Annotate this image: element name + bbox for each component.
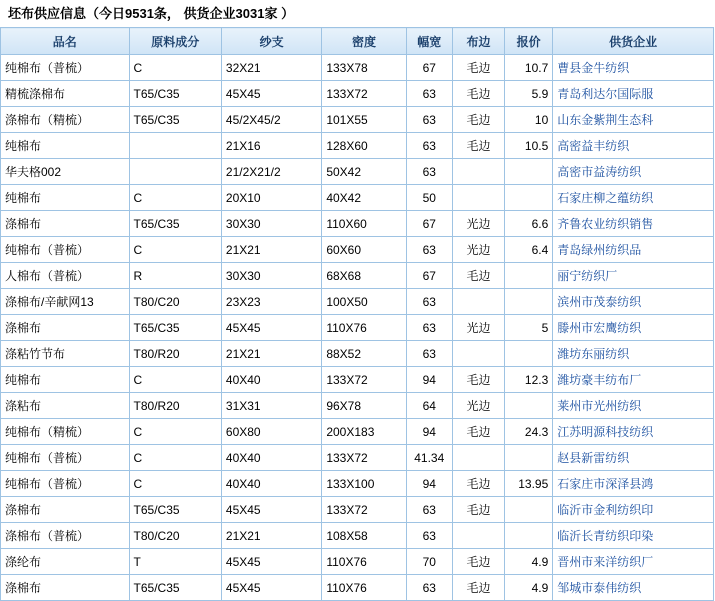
cell-width: 41.34 — [406, 445, 452, 471]
cell-width: 63 — [406, 497, 452, 523]
table-row[interactable] — [1, 107, 714, 133]
cell-edge: 光边 — [452, 393, 504, 419]
cell-price: 12.3 — [505, 367, 553, 393]
cell-material: T65/C35 — [129, 315, 221, 341]
cell-material — [129, 159, 221, 185]
cell-yarn: 45X45 — [221, 549, 321, 575]
cell-width: 63 — [406, 523, 452, 549]
cell-density: 133X72 — [322, 367, 406, 393]
cell-edge: 毛边 — [452, 471, 504, 497]
cell-name: 纯棉布（普梳） — [1, 237, 130, 263]
cell-supplier[interactable]: 赵县新雷纺织 — [553, 445, 714, 471]
table-row[interactable] — [1, 237, 714, 263]
table-body — [1, 55, 714, 601]
table-row[interactable] — [1, 159, 714, 185]
cell-price — [505, 185, 553, 211]
cell-name: 涤粘竹节布 — [1, 341, 130, 367]
cell-supplier[interactable]: 丽宁纺织厂 — [553, 263, 714, 289]
column-header-price[interactable]: 报价 — [505, 28, 553, 55]
cell-price: 4.9 — [505, 549, 553, 575]
table-row[interactable] — [1, 133, 714, 159]
cell-name: 纯棉布 — [1, 185, 130, 211]
table-row[interactable] — [1, 523, 714, 549]
cell-name: 纯棉布（精梳） — [1, 419, 130, 445]
cell-price: 24.3 — [505, 419, 553, 445]
cell-yarn: 45X45 — [221, 497, 321, 523]
table-row[interactable] — [1, 445, 714, 471]
cell-name: 涤粘布 — [1, 393, 130, 419]
cell-material: T65/C35 — [129, 81, 221, 107]
cell-name: 涤棉布（精梳） — [1, 107, 130, 133]
cell-price: 10 — [505, 107, 553, 133]
cell-yarn: 40X40 — [221, 445, 321, 471]
cell-edge: 毛边 — [452, 133, 504, 159]
cell-width: 64 — [406, 393, 452, 419]
cell-name: 纯棉布（普梳） — [1, 471, 130, 497]
table-row[interactable] — [1, 185, 714, 211]
cell-width: 63 — [406, 81, 452, 107]
table-row[interactable] — [1, 289, 714, 315]
cell-material: T80/C20 — [129, 523, 221, 549]
cell-name: 纯棉布（普梳） — [1, 55, 130, 81]
cell-price — [505, 445, 553, 471]
table-row[interactable] — [1, 575, 714, 601]
cell-name: 涤纶布 — [1, 549, 130, 575]
cell-supplier[interactable]: 青岛利达尔国际服 — [553, 81, 714, 107]
cell-name: 精梳涤棉布 — [1, 81, 130, 107]
cell-name: 涤棉布 — [1, 575, 130, 601]
cell-density: 133X100 — [322, 471, 406, 497]
cell-edge: 光边 — [452, 211, 504, 237]
table-row[interactable] — [1, 341, 714, 367]
cell-edge — [452, 341, 504, 367]
cell-density: 60X60 — [322, 237, 406, 263]
table-row[interactable] — [1, 471, 714, 497]
cell-material: T80/R20 — [129, 341, 221, 367]
column-header-density[interactable]: 密度 — [322, 28, 406, 55]
cell-supplier[interactable]: 临沂长青纺织印染 — [553, 523, 714, 549]
cell-supplier[interactable]: 曹县金牛纺织 — [553, 55, 714, 81]
cell-density: 200X183 — [322, 419, 406, 445]
table-row[interactable] — [1, 211, 714, 237]
cell-density: 68X68 — [322, 263, 406, 289]
cell-width: 67 — [406, 263, 452, 289]
cell-width: 63 — [406, 575, 452, 601]
cell-width: 63 — [406, 289, 452, 315]
cell-supplier[interactable]: 石家庄市深泽县鸿 — [553, 471, 714, 497]
cell-width: 94 — [406, 367, 452, 393]
cell-price — [505, 263, 553, 289]
cell-yarn: 21X21 — [221, 341, 321, 367]
cell-yarn: 60X80 — [221, 419, 321, 445]
cell-width: 63 — [406, 341, 452, 367]
cell-supplier[interactable]: 滨州市茂泰纺织 — [553, 289, 714, 315]
table-header-row — [1, 28, 714, 55]
column-header-yarn[interactable]: 纱支 — [221, 28, 321, 55]
cell-price — [505, 289, 553, 315]
cell-supplier[interactable]: 莱州市光州纺织 — [553, 393, 714, 419]
cell-price — [505, 497, 553, 523]
cell-yarn: 21X16 — [221, 133, 321, 159]
table-row[interactable] — [1, 549, 714, 575]
cell-material: T65/C35 — [129, 575, 221, 601]
cell-edge — [452, 289, 504, 315]
cell-material: T65/C35 — [129, 107, 221, 133]
cell-yarn: 31X31 — [221, 393, 321, 419]
cell-price — [505, 523, 553, 549]
table-row[interactable] — [1, 315, 714, 341]
cell-density: 110X60 — [322, 211, 406, 237]
cell-price: 10.7 — [505, 55, 553, 81]
cell-supplier[interactable]: 高密益丰纺织 — [553, 133, 714, 159]
cell-supplier[interactable]: 临沂市金利纺织印 — [553, 497, 714, 523]
cell-yarn: 45X45 — [221, 575, 321, 601]
cell-price: 5 — [505, 315, 553, 341]
cell-supplier[interactable]: 青岛绿州纺织品 — [553, 237, 714, 263]
cell-supplier[interactable]: 高密市益涛纺织 — [553, 159, 714, 185]
column-header-supplier[interactable]: 供货企业 — [553, 28, 714, 55]
cell-yarn: 21X21 — [221, 237, 321, 263]
cell-material: C — [129, 55, 221, 81]
cell-supplier[interactable]: 齐鲁农业纺织销售 — [553, 211, 714, 237]
cell-density: 110X76 — [322, 315, 406, 341]
table-row[interactable] — [1, 263, 714, 289]
cell-material — [129, 133, 221, 159]
column-header-name[interactable]: 品名 — [1, 28, 130, 55]
table-row[interactable] — [1, 497, 714, 523]
cell-edge: 毛边 — [452, 107, 504, 133]
cell-density: 133X78 — [322, 55, 406, 81]
cell-supplier[interactable]: 晋州市来洋纺织厂 — [553, 549, 714, 575]
cell-yarn: 30X30 — [221, 263, 321, 289]
cell-material: C — [129, 471, 221, 497]
cell-name: 人棉布（普梳） — [1, 263, 130, 289]
cell-edge: 光边 — [452, 237, 504, 263]
cell-yarn: 23X23 — [221, 289, 321, 315]
cell-material: C — [129, 445, 221, 471]
cell-yarn: 45X45 — [221, 81, 321, 107]
cell-price: 10.5 — [505, 133, 553, 159]
cell-supplier[interactable]: 江苏明源科技纺织 — [553, 419, 714, 445]
cell-name: 纯棉布 — [1, 133, 130, 159]
cell-material: T80/C20 — [129, 289, 221, 315]
cell-width: 63 — [406, 159, 452, 185]
cell-width: 63 — [406, 237, 452, 263]
cell-price — [505, 393, 553, 419]
cell-material: T65/C35 — [129, 211, 221, 237]
cell-yarn: 21/2X21/2 — [221, 159, 321, 185]
cell-name: 华夫格002 — [1, 159, 130, 185]
cell-density: 40X42 — [322, 185, 406, 211]
cell-material: C — [129, 237, 221, 263]
cell-price: 13.95 — [505, 471, 553, 497]
cell-density: 133X72 — [322, 445, 406, 471]
cell-material: T — [129, 549, 221, 575]
table-row[interactable] — [1, 419, 714, 445]
cell-edge: 光边 — [452, 315, 504, 341]
cell-supplier[interactable]: 邹城市泰伟纺织 — [553, 575, 714, 601]
cell-edge: 毛边 — [452, 575, 504, 601]
cell-density: 50X42 — [322, 159, 406, 185]
cell-width: 63 — [406, 107, 452, 133]
cell-yarn: 45/2X45/2 — [221, 107, 321, 133]
cell-supplier[interactable]: 石家庄柳之蕴纺织 — [553, 185, 714, 211]
cell-width: 63 — [406, 315, 452, 341]
cell-yarn: 21X21 — [221, 523, 321, 549]
cell-price: 6.6 — [505, 211, 553, 237]
page-title: 坯布供应信息（今日9531条， 供货企业3031家 ） — [0, 0, 715, 27]
table-row[interactable] — [1, 81, 714, 107]
cell-material: C — [129, 419, 221, 445]
column-header-material[interactable]: 原料成分 — [129, 28, 221, 55]
cell-price: 4.9 — [505, 575, 553, 601]
cell-edge — [452, 445, 504, 471]
cell-density: 110X76 — [322, 575, 406, 601]
cell-name: 涤棉布 — [1, 497, 130, 523]
cell-price — [505, 341, 553, 367]
cell-name: 纯棉布（普梳） — [1, 445, 130, 471]
cell-width: 67 — [406, 55, 452, 81]
cell-density: 133X72 — [322, 81, 406, 107]
cell-yarn: 20X10 — [221, 185, 321, 211]
cell-density: 108X58 — [322, 523, 406, 549]
cell-density: 128X60 — [322, 133, 406, 159]
cell-width: 50 — [406, 185, 452, 211]
cell-density: 100X50 — [322, 289, 406, 315]
table-row[interactable] — [1, 393, 714, 419]
cell-width: 94 — [406, 419, 452, 445]
supply-info-table — [0, 27, 714, 601]
cell-supplier[interactable]: 滕州市宏鹰纺织 — [553, 315, 714, 341]
cell-edge — [452, 159, 504, 185]
cell-edge: 毛边 — [452, 419, 504, 445]
cell-price: 6.4 — [505, 237, 553, 263]
table-row[interactable] — [1, 367, 714, 393]
table-header — [1, 28, 714, 55]
cell-yarn: 40X40 — [221, 471, 321, 497]
cell-material: T80/R20 — [129, 393, 221, 419]
cell-yarn: 40X40 — [221, 367, 321, 393]
cell-supplier[interactable]: 潍坊东丽纺织 — [553, 341, 714, 367]
cell-material: C — [129, 185, 221, 211]
cell-yarn: 30X30 — [221, 211, 321, 237]
cell-supplier[interactable]: 山东金紫荆生态科 — [553, 107, 714, 133]
cell-name: 涤棉布/辛献网13 — [1, 289, 130, 315]
cell-name: 涤棉布 — [1, 211, 130, 237]
cell-edge: 毛边 — [452, 263, 504, 289]
cell-material: T65/C35 — [129, 497, 221, 523]
cell-edge: 毛边 — [452, 55, 504, 81]
cell-supplier[interactable]: 潍坊豪丰纺布厂 — [553, 367, 714, 393]
cell-price — [505, 159, 553, 185]
cell-yarn: 32X21 — [221, 55, 321, 81]
cell-density: 88X52 — [322, 341, 406, 367]
cell-edge: 毛边 — [452, 367, 504, 393]
cell-width: 63 — [406, 133, 452, 159]
cell-density: 96X78 — [322, 393, 406, 419]
cell-width: 94 — [406, 471, 452, 497]
cell-width: 70 — [406, 549, 452, 575]
cell-yarn: 45X45 — [221, 315, 321, 341]
cell-name: 涤棉布 — [1, 315, 130, 341]
table-row[interactable] — [1, 55, 714, 81]
column-header-edge[interactable]: 布边 — [452, 28, 504, 55]
cell-price: 5.9 — [505, 81, 553, 107]
cell-edge: 毛边 — [452, 497, 504, 523]
cell-name: 涤棉布（普梳） — [1, 523, 130, 549]
cell-edge: 毛边 — [452, 549, 504, 575]
cell-density: 133X72 — [322, 497, 406, 523]
cell-edge: 毛边 — [452, 81, 504, 107]
cell-width: 67 — [406, 211, 452, 237]
cell-edge — [452, 523, 504, 549]
cell-density: 110X76 — [322, 549, 406, 575]
cell-edge — [452, 185, 504, 211]
cell-name: 纯棉布 — [1, 367, 130, 393]
cell-material: C — [129, 367, 221, 393]
column-header-width[interactable]: 幅宽 — [406, 28, 452, 55]
cell-density: 101X55 — [322, 107, 406, 133]
cell-material: R — [129, 263, 221, 289]
